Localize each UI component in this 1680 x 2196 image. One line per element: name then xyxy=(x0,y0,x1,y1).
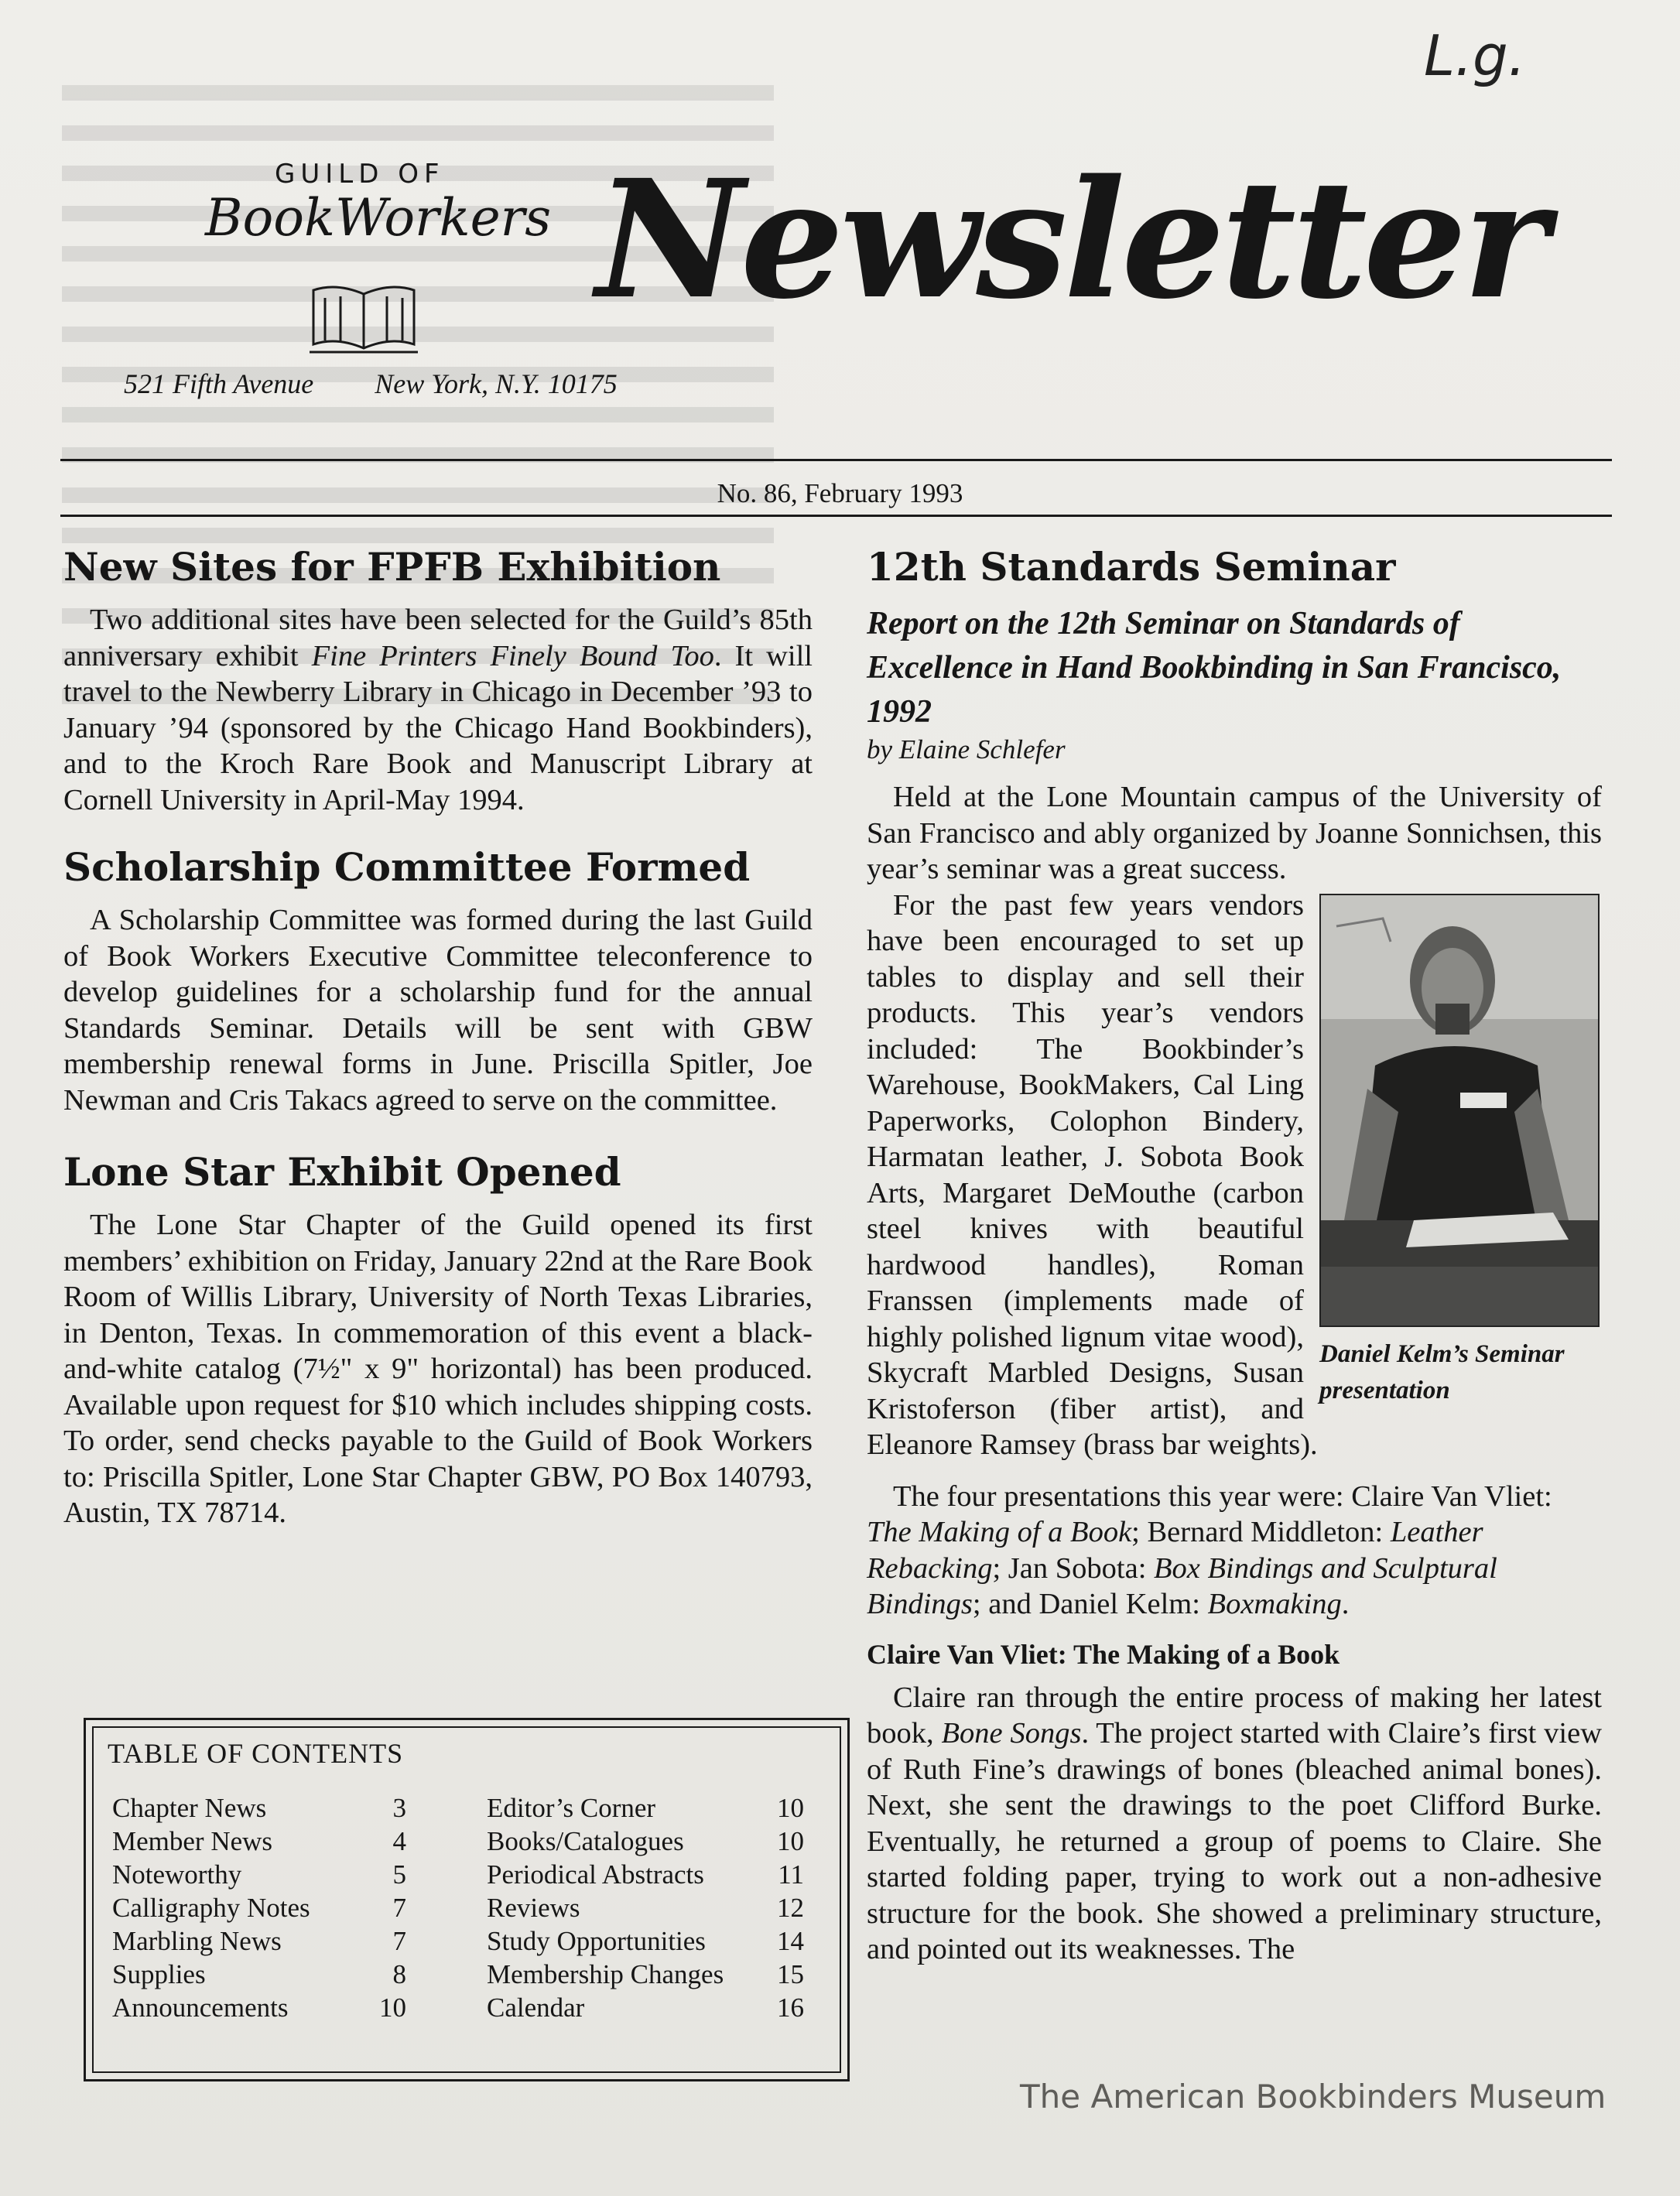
article-lone-star xyxy=(63,1151,813,1531)
article-title: New Sites for FPFB Exhibition xyxy=(63,544,721,590)
toc-entry[interactable]: Chapter News 3 xyxy=(112,1793,406,1823)
toc-column-right xyxy=(487,1791,804,2024)
header-rule-top xyxy=(60,459,1612,461)
logo-guild-of: GUILD OF xyxy=(275,159,445,190)
left-column xyxy=(63,546,813,1531)
photo-caption: Daniel Kelm’s Seminar presentation xyxy=(1319,1339,1565,1404)
toc-entry[interactable]: Periodical Abstracts 11 xyxy=(487,1859,804,1890)
article-body: A Scholarship Committee was formed during the last Guild of Book Workers Executive Committee teleconference to develop guidelines for a scholarship fund for the annual Standards Seminar. Details will be sent with GBW membership renewal forms in June. Priscilla Spitler, Joe Newman and Cris Takacs agreed to serve on the committee. xyxy=(63,904,813,1117)
toc-entry[interactable]: Calligraphy Notes 7 xyxy=(112,1893,406,1923)
address-street: 521 Fifth Avenue xyxy=(124,368,314,399)
article-title: Lone Star Exhibit Opened xyxy=(63,1149,621,1195)
toc-entry[interactable]: Study Opportunities 14 xyxy=(487,1926,804,1956)
seminar-paragraph: For the past few years vendors have been encouraged to set up tables to display and sell their products. This year’s vendors included: The Bookbinder’s Warehouse, BookMakers, Cal Ling Paperworks, Colophon Bindery, Harmatan leather, J. Sobota Book Arts, Margaret DeMouthe (carbon steel knives with beautiful hardwood handles), Roman Franssen (implements made of highly polished lignum vitae wood), Skycraft Marbled Designs, Susan Kristoferson (fiber artist), and Eleanore Ramsey (brass bar weights). xyxy=(867,888,1318,1461)
guild-address xyxy=(124,368,672,400)
header-rule-bottom xyxy=(60,515,1612,517)
photo-figure xyxy=(1319,894,1602,1409)
seminar-paragraph: Held at the Lone Mountain campus of the University of San Francisco and ably organized by Joanne Sonnichsen, this year’s seminar was a great success. xyxy=(867,781,1602,885)
seminar-paragraph: The four presentations this year were: Claire Van Vliet: The Making of a Book; Bernard Middleton: Leather Rebacking; Jan Sobota: Box Bindings and Sculptural Bindings; and Daniel Kelm: Boxmaking. xyxy=(867,1479,1552,1620)
toc-entry[interactable]: Membership Changes 15 xyxy=(487,1959,804,1989)
issue-line: No. 86, February 1993 xyxy=(717,478,963,508)
toc-entry[interactable]: Calendar 16 xyxy=(487,1992,804,2023)
address-city: New York, N.Y. 10175 xyxy=(375,368,618,399)
article-scholarship xyxy=(63,846,813,1118)
toc-entry[interactable]: Marbling News 7 xyxy=(112,1926,406,1956)
toc-entry[interactable]: Editor’s Corner 10 xyxy=(487,1793,804,1823)
newsletter-nameplate: Newsletter xyxy=(596,144,1545,335)
article-fpfb xyxy=(63,546,813,818)
toc-entry[interactable]: Announcements 10 xyxy=(112,1992,406,2023)
seminar-title: 12th Standards Seminar xyxy=(867,544,1396,590)
article-title: Scholarship Committee Formed xyxy=(63,844,751,890)
byline: by Elaine Schlefer xyxy=(867,734,1066,764)
section-subhead: Claire Van Vliet: The Making of a Book xyxy=(867,1638,1340,1670)
toc-entry[interactable]: Noteworthy 5 xyxy=(112,1859,406,1890)
handwritten-note: L.g. xyxy=(1424,23,1526,88)
seminar-paragraph: Claire ran through the entire process of making her latest book, Bone Songs. The project started with Claire’s first view of Ruth Fine’s drawings of bones (bleached animal bones). Next, she sent the drawings to the poet Clifford Burke. Eventually, he returned a group of poems to Claire. She started folding paper, trying to work out a non-adhesive structure for the book. She showed a preliminary structure, and pointed out its weaknesses. The xyxy=(867,1681,1602,1965)
toc-entry[interactable]: Reviews 12 xyxy=(487,1893,804,1923)
seminar-photo xyxy=(1319,894,1600,1327)
seminar-subtitle: Report on the 12th Seminar on Standards of Excellence in Hand Bookbinding in San Francisco, 1992 xyxy=(867,606,1562,730)
open-book-icon xyxy=(306,267,422,360)
article-body: The Lone Star Chapter of the Guild opened its first members’ exhibition on Friday, January 22nd at the Rare Book Room of Willis Library, University of North Texas Libraries, in Denton, Texas. In commemoration of this event a black-and-white catalog (7½" x 9" horizontal) has been produced. Available upon request for $10 which includes shipping costs. To order, send checks payable to the Guild of Book Workers to: Priscilla Spitler, Lone Star Chapter GBW, PO Box 140793, Austin, TX 78714. xyxy=(63,1209,813,1529)
guild-logo xyxy=(151,159,552,248)
right-column xyxy=(867,546,1602,1968)
toc-column-left xyxy=(112,1791,406,2024)
toc-entry[interactable]: Member News 4 xyxy=(112,1826,406,1856)
article-body: Two additional sites have been selected for the Guild’s 85th anniversary exhibit Fine Printers Finely Bound Too. It will travel to the Newberry Library in Chicago in December ’93 to January ’94 (sponsored by the Chicago Hand Bookbinders), and to the Kroch Rare Book and Manuscript Library at Cornell University in April-May 1994. xyxy=(63,604,813,816)
toc-title: TABLE OF CONTENTS xyxy=(108,1738,404,1769)
toc-entry[interactable]: Supplies 8 xyxy=(112,1959,406,1989)
toc-entry[interactable]: Books/Catalogues 10 xyxy=(487,1826,804,1856)
museum-watermark: The American Bookbinders Museum xyxy=(1020,2078,1606,2116)
table-of-contents xyxy=(84,1718,850,2081)
logo-bookworkers: BookWorkers xyxy=(205,188,552,248)
presenter-photo-illustration xyxy=(1321,895,1598,1325)
